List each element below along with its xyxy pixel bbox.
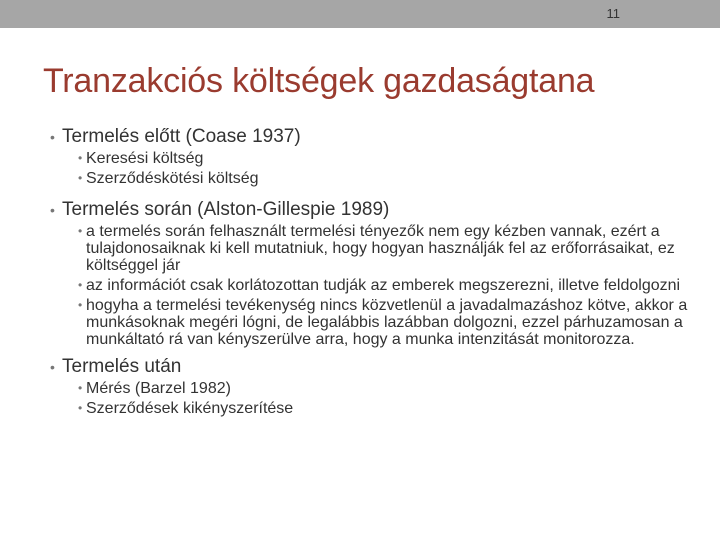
sub-list (78, 380, 690, 417)
list-item: • Keresési költség (78, 150, 204, 167)
bullet-icon: • (78, 278, 83, 292)
list-item: • Szerződéskötési költség (78, 170, 259, 187)
list-item: • Szerződések kikényszerítése (78, 400, 294, 417)
slide-title: Tranzakciós költségek gazdaságtana (43, 62, 595, 100)
list-item: • az információt csak korlátozottan tudják az emberek megszerezni, illetve feldolgozni (78, 277, 681, 294)
bullet-icon: • (78, 401, 83, 415)
section-heading: • Termelés után (50, 354, 690, 380)
bullet-icon: • (78, 151, 83, 165)
list-item: • Mérés (Barzel 1982) (78, 380, 231, 397)
bullet-icon: • (50, 202, 55, 218)
list-item: • a termelés során felhasznált termelési tényezők nem egy kézben vannak, ezért a tulajdonosaiknak ki kell mutatniuk, hogy hogyan használják fel az erőforrásaikat, ez költséggel jár (78, 223, 675, 274)
bullet-icon: • (78, 171, 83, 185)
bullet-icon: • (78, 224, 83, 238)
slide-header-bar (0, 0, 720, 28)
bullet-icon: • (50, 359, 55, 375)
slide-content (50, 124, 690, 421)
bullet-icon: • (78, 298, 83, 312)
page-number: 11 (606, 6, 620, 21)
sub-list (78, 150, 690, 187)
bullet-icon: • (78, 381, 83, 395)
section-heading: • Termelés során (Alston-Gillespie 1989) (50, 197, 690, 223)
bullet-icon: • (50, 129, 55, 145)
sub-list (78, 223, 690, 348)
section-heading: • Termelés előtt (Coase 1937) (50, 124, 690, 150)
list-item: • hogyha a termelési tevékenység nincs közvetlenül a javadalmazáshoz kötve, akkor a munkásoknak megéri lógni, de legalábbis lazábban dolgozni, ezzel párhuzamosan a munkáltató rá van kényszerülve arra, hogy a munka intenzitását monitorozza. (78, 297, 688, 348)
